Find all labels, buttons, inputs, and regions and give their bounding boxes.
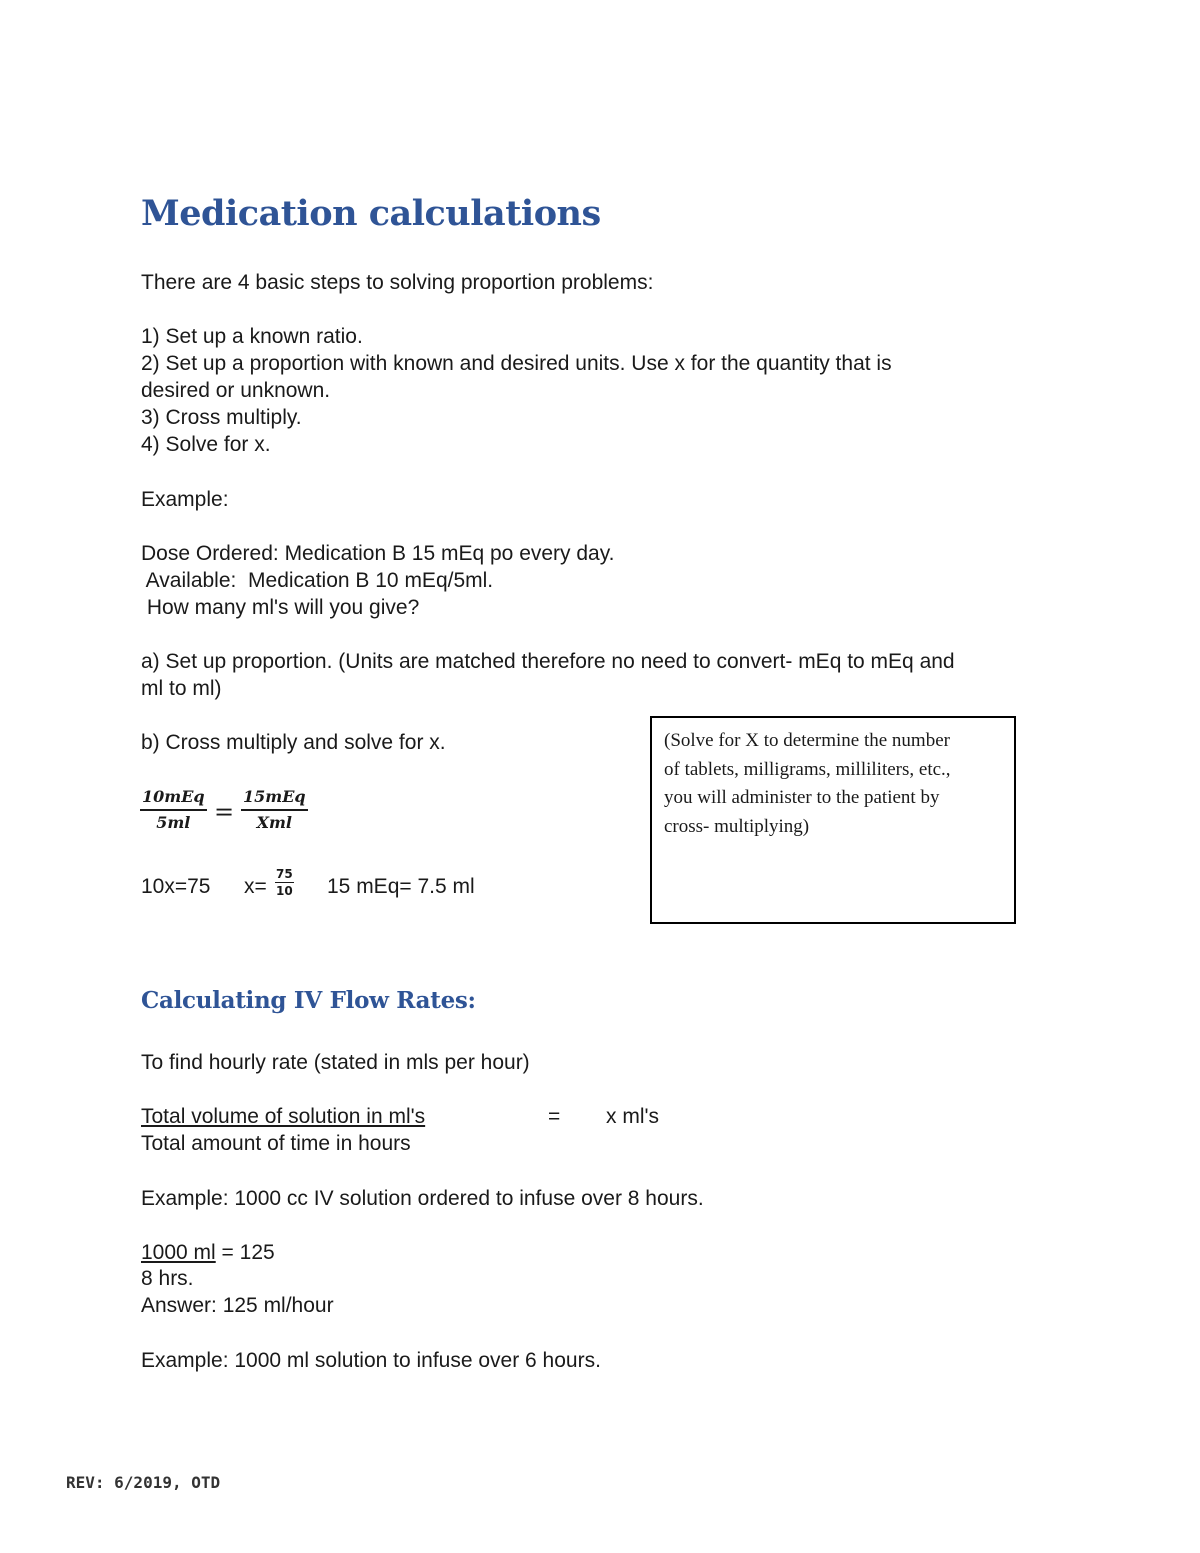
- iv-formula-result: x ml's: [606, 1105, 660, 1128]
- step-4: 4) Solve for x.: [141, 433, 271, 456]
- iv-calc-numerator: 1000 ml: [141, 1241, 216, 1264]
- iv-example-2: Example: 1000 ml solution to infuse over 6 hours.: [141, 1349, 601, 1372]
- section-heading-iv: Calculating IV Flow Rates:: [141, 987, 476, 1014]
- step-1: 1) Set up a known ratio.: [141, 325, 363, 348]
- fraction-known: [140, 787, 207, 832]
- cross-multiply-result: 10x=75: [141, 875, 211, 898]
- note-line: of tablets, milligrams, milliliters, etc.,: [664, 758, 951, 780]
- dose-question: How many ml's will you give?: [141, 596, 420, 619]
- step-a: a) Set up proportion. (Units are matched therefore no need to convert- mEq to mEq and: [141, 650, 955, 673]
- fraction-desired-numerator: 15mEq: [241, 787, 308, 811]
- note-line: cross- multiplying): [664, 815, 810, 837]
- note-box-text: [664, 727, 951, 841]
- note-line: you will administer to the patient by: [664, 787, 940, 808]
- dose-ordered: Dose Ordered: Medication B 15 mEq po every day.: [141, 542, 615, 565]
- solution-result: 15 mEq= 7.5 ml: [327, 875, 475, 898]
- iv-example-1: Example: 1000 cc IV solution ordered to infuse over 8 hours.: [141, 1187, 704, 1210]
- step-2: 2) Set up a proportion with known and desired units. Use x for the quantity that is: [141, 352, 892, 375]
- iv-intro: To find hourly rate (stated in mls per hour): [141, 1051, 530, 1074]
- iv-formula-denominator: Total amount of time in hours: [141, 1132, 411, 1155]
- fraction-desired: [241, 787, 308, 832]
- iv-calc-line: [141, 1239, 275, 1266]
- x-fraction-denominator: 10: [276, 884, 293, 898]
- iv-calc-rest: = 125: [215, 1241, 275, 1264]
- iv-formula-equals: =: [548, 1105, 561, 1128]
- step-2-cont: desired or unknown.: [141, 379, 331, 402]
- x-fraction: [275, 867, 294, 898]
- x-fraction-numerator: 75: [276, 867, 293, 881]
- page-title: Medication calculations: [141, 193, 601, 234]
- iv-calc-answer: Answer: 125 ml/hour: [141, 1294, 334, 1317]
- step-b: b) Cross multiply and solve for x.: [141, 731, 446, 754]
- example-label: Example:: [141, 488, 229, 511]
- iv-calc-denominator: 8 hrs.: [141, 1267, 194, 1290]
- fraction-known-denominator: 5ml: [156, 813, 191, 832]
- intro-text: There are 4 basic steps to solving proportion problems:: [141, 271, 654, 294]
- dose-available: Available: Medication B 10 mEq/5ml.: [141, 569, 494, 592]
- fraction-desired-denominator: Xml: [256, 813, 292, 832]
- x-equals-label: x=: [244, 875, 267, 898]
- note-line: (Solve for X to determine the number: [664, 730, 950, 751]
- step-a-cont: ml to ml): [141, 677, 222, 700]
- proportion-equals: =: [214, 798, 235, 826]
- step-3: 3) Cross multiply.: [141, 406, 302, 429]
- fraction-known-numerator: 10mEq: [140, 787, 207, 811]
- revision-footer: REV: 6/2019, OTD: [66, 1473, 221, 1492]
- iv-formula-numerator: Total volume of solution in ml's: [141, 1105, 426, 1128]
